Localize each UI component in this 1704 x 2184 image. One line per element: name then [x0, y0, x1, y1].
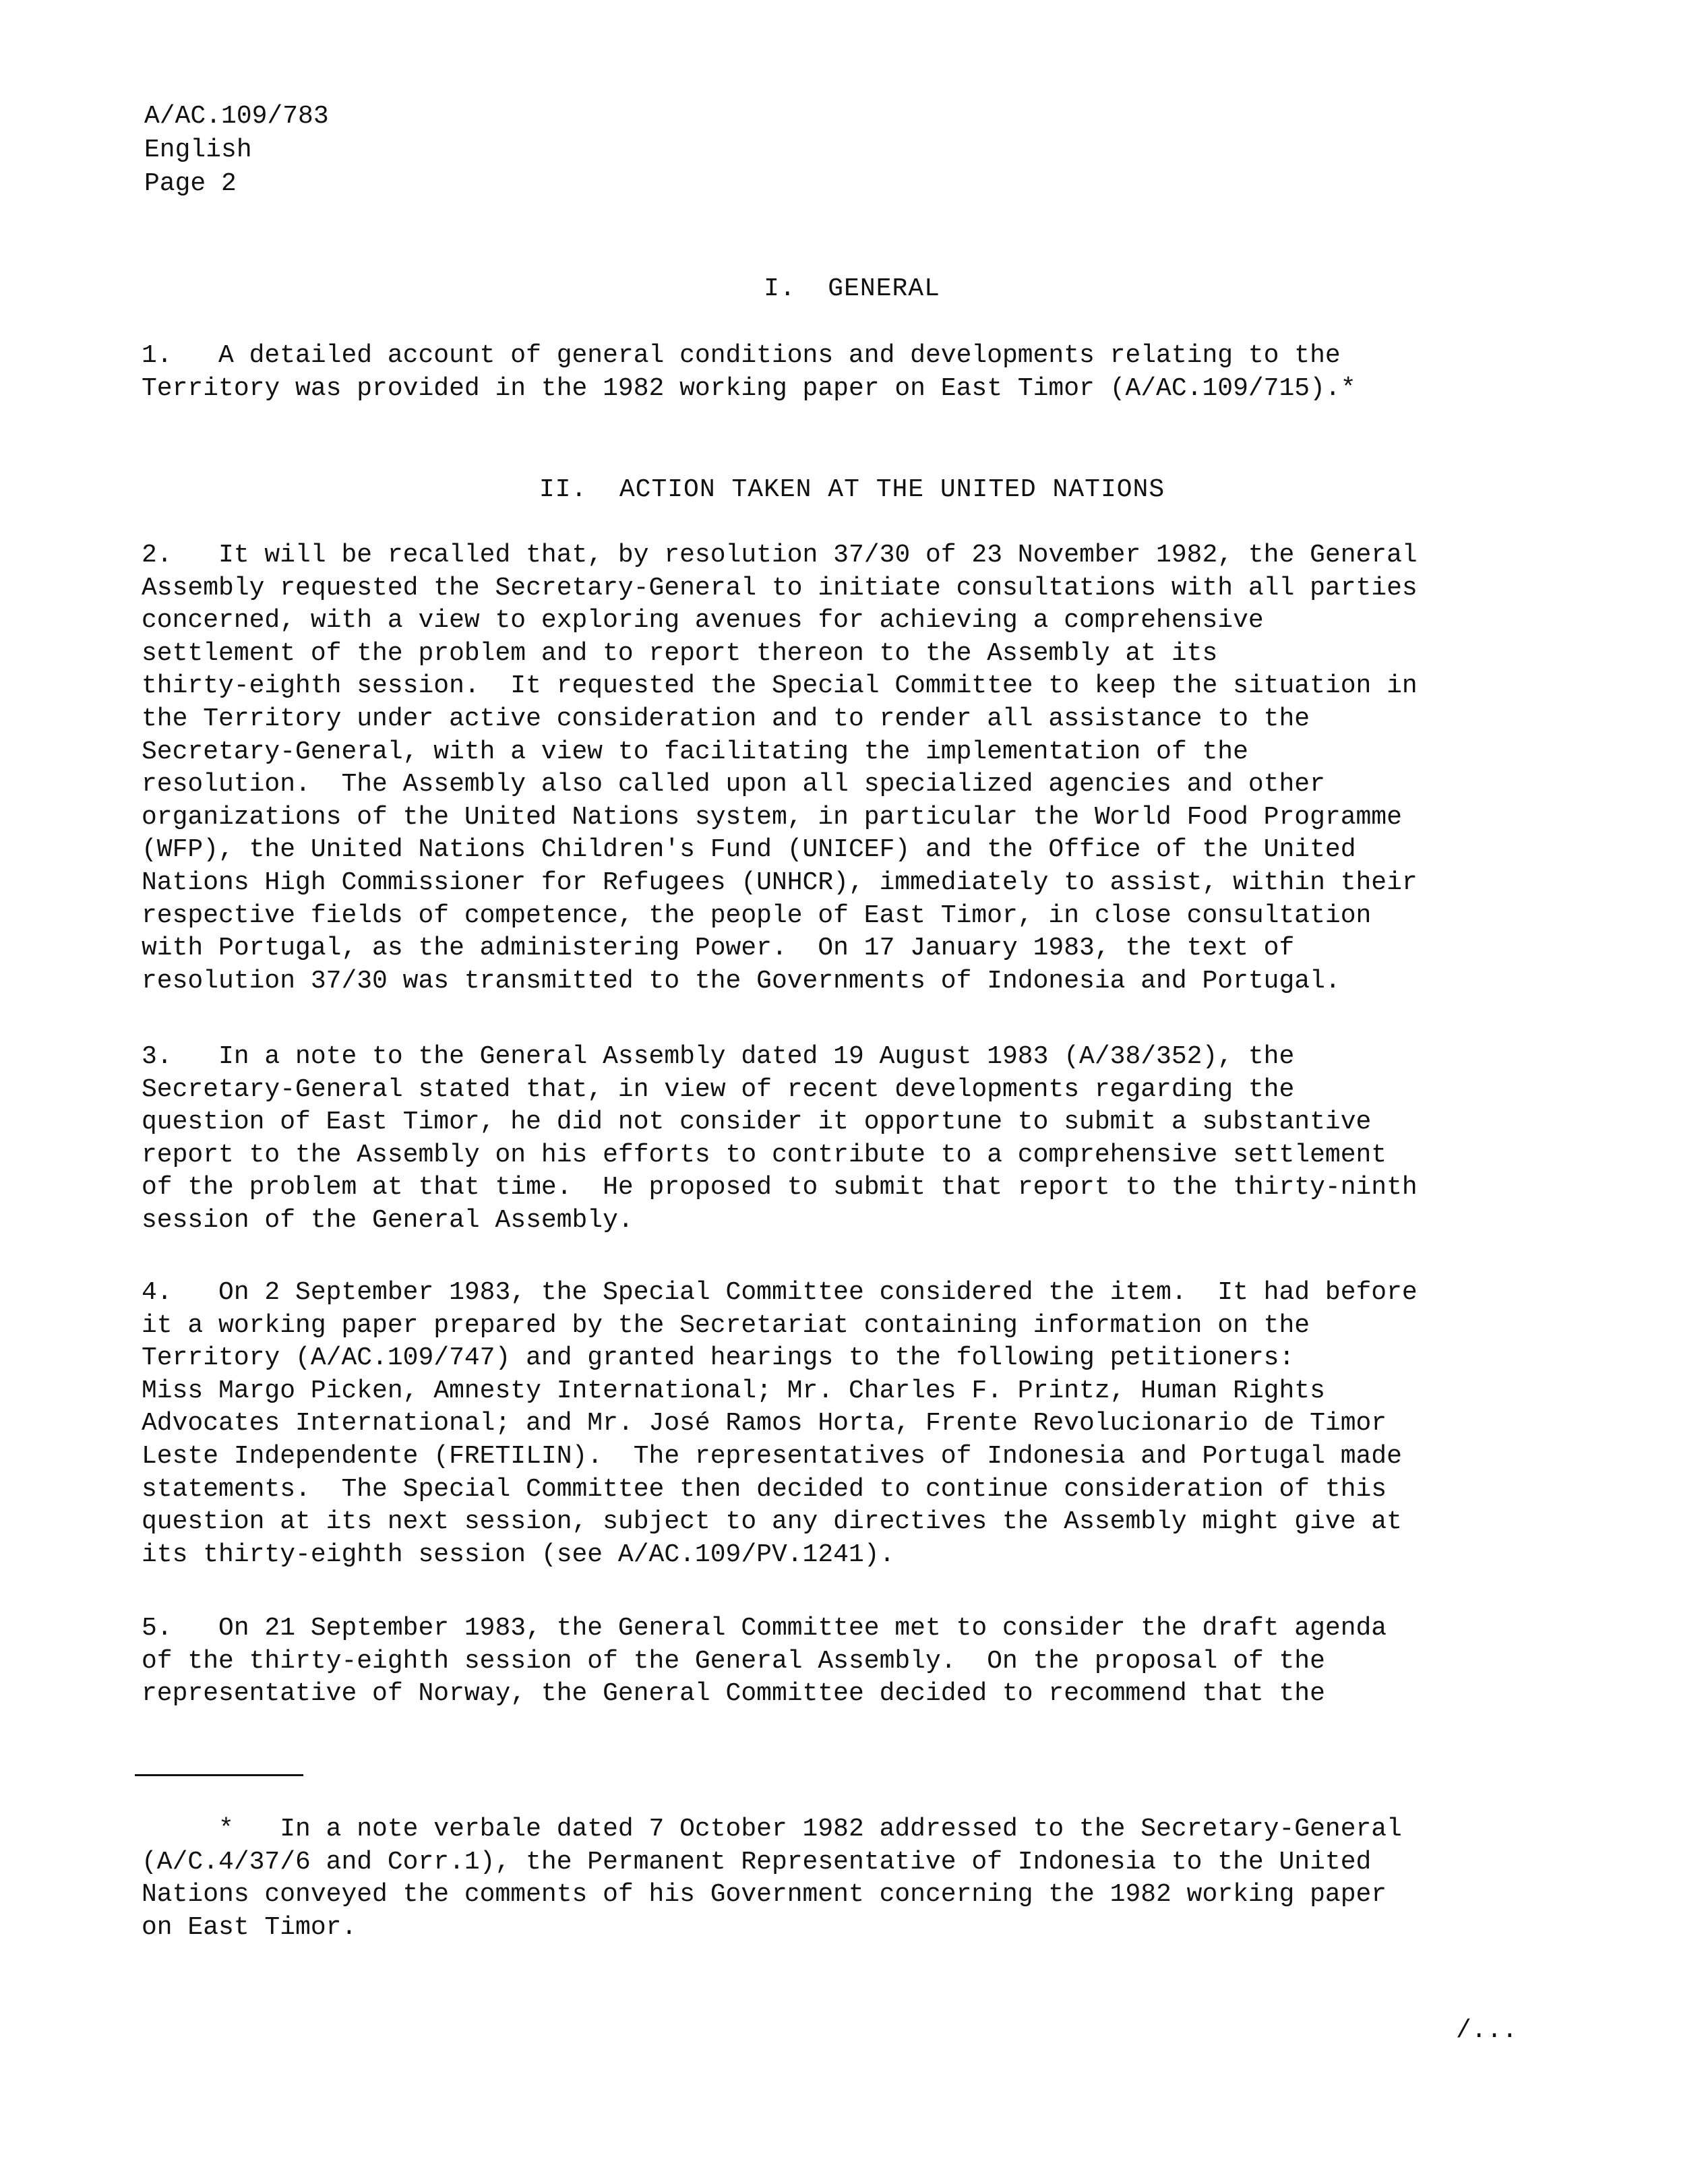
text-line: 5. On 21 September 1983, the General Committee met to consider the draft agenda	[142, 1614, 1387, 1643]
text-line: 1. A detailed account of general conditions and developments relating to the	[142, 341, 1341, 370]
text-line: (A/C.4/37/6 and Corr.1), the Permanent Representative of Indonesia to the United	[142, 1847, 1372, 1877]
text-line: statements. The Special Committee then decided to continue consideration of this	[142, 1474, 1387, 1504]
text-line: 3. In a note to the General Assembly dated 19 August 1983 (A/38/352), the	[142, 1042, 1295, 1071]
page-number: Page 2	[144, 169, 237, 198]
document-language: English	[144, 135, 252, 164]
text-line: Advocates International; and Mr. José Ramos Horta, Frente Revolucionario de Timor	[142, 1409, 1387, 1438]
text-line: resolution. The Assembly also called upon all specialized agencies and other	[142, 770, 1325, 799]
text-line: Assembly requested the Secretary-General to initiate consultations with all parties	[142, 573, 1418, 603]
text-line: session of the General Assembly.	[142, 1205, 634, 1235]
paragraph-4	[142, 1277, 1557, 1571]
text-line: thirty-eighth session. It requested the Special Committee to keep the situation in	[142, 671, 1418, 701]
document-symbol: A/AC.109/783	[144, 102, 329, 131]
text-line: 4. On 2 September 1983, the Special Committee considered the item. It had before	[142, 1278, 1418, 1307]
text-line: Territory (A/AC.109/747) and granted hearings to the following petitioners:	[142, 1343, 1295, 1373]
text-line: its thirty-eighth session (see A/AC.109/PV.1241).	[142, 1540, 895, 1569]
text-line: Secretary-General, with a view to facilitating the implementation of the	[142, 737, 1248, 766]
text-line: of the problem at that time. He proposed to submit that report to the thirty-ninth	[142, 1173, 1418, 1203]
text-line: Leste Independente (FRETILIN). The representatives of Indonesia and Portugal made	[142, 1441, 1402, 1471]
text-line: of the thirty-eighth session of the General Assembly. On the proposal of the	[142, 1646, 1325, 1676]
text-line: organizations of the United Nations system, in particular the World Food Programme	[142, 802, 1402, 832]
text-line: Miss Margo Picken, Amnesty International; Mr. Charles F. Printz, Human Rights	[142, 1376, 1325, 1405]
footnote	[142, 1813, 1557, 1944]
text-line: it a working paper prepared by the Secretariat containing information on the	[142, 1310, 1310, 1340]
text-line: respective fields of competence, the people of East Timor, in close consultation	[142, 901, 1372, 930]
text-line: on East Timor.	[142, 1912, 357, 1942]
paragraph-1	[142, 340, 1557, 405]
text-line: the Territory under active consideration and to render all assistance to the	[142, 704, 1310, 733]
footnote-separator	[135, 1774, 303, 1776]
text-line: Territory was provided in the 1982 working paper on East Timor (A/AC.109/715).*	[142, 373, 1356, 403]
text-line: representative of Norway, the General Committee decided to recommend that the	[142, 1679, 1325, 1709]
paragraph-2	[142, 539, 1557, 998]
text-line: concerned, with a view to exploring avenues for achieving a comprehensive	[142, 606, 1264, 636]
paragraph-5	[142, 1612, 1557, 1711]
section-heading-general: I. GENERAL	[764, 274, 940, 303]
text-line: (WFP), the United Nations Children's Fund (UNICEF) and the Office of the United	[142, 835, 1356, 865]
text-line: resolution 37/30 was transmitted to the Governments of Indonesia and Portugal.	[142, 966, 1341, 996]
text-line: Nations High Commissioner for Refugees (UNHCR), immediately to assist, within their	[142, 868, 1418, 897]
continuation-marker: /...	[1456, 2016, 1518, 2045]
text-line: * In a note verbale dated 7 October 1982 addressed to the Secretary-General	[142, 1815, 1402, 1844]
text-line: report to the Assembly on his efforts to contribute to a comprehensive settlement	[142, 1140, 1387, 1170]
text-line: with Portugal, as the administering Power. On 17 January 1983, the text of	[142, 934, 1295, 963]
text-line: settlement of the problem and to report thereon to the Assembly at its	[142, 638, 1218, 668]
paragraph-3	[142, 1041, 1557, 1238]
text-line: Secretary-General stated that, in view of recent developments regarding the	[142, 1074, 1295, 1104]
section-heading-action: II. ACTION TAKEN AT THE UNITED NATIONS	[539, 475, 1165, 504]
text-line: question of East Timor, he did not consider it opportune to submit a substantive	[142, 1108, 1372, 1137]
text-line: 2. It will be recalled that, by resolution 37/30 of 23 November 1982, the General	[142, 541, 1418, 570]
document-header	[144, 100, 329, 201]
text-line: question at its next session, subject to any directives the Assembly might give at	[142, 1507, 1402, 1537]
text-line: Nations conveyed the comments of his Government concerning the 1982 working paper	[142, 1880, 1387, 1910]
